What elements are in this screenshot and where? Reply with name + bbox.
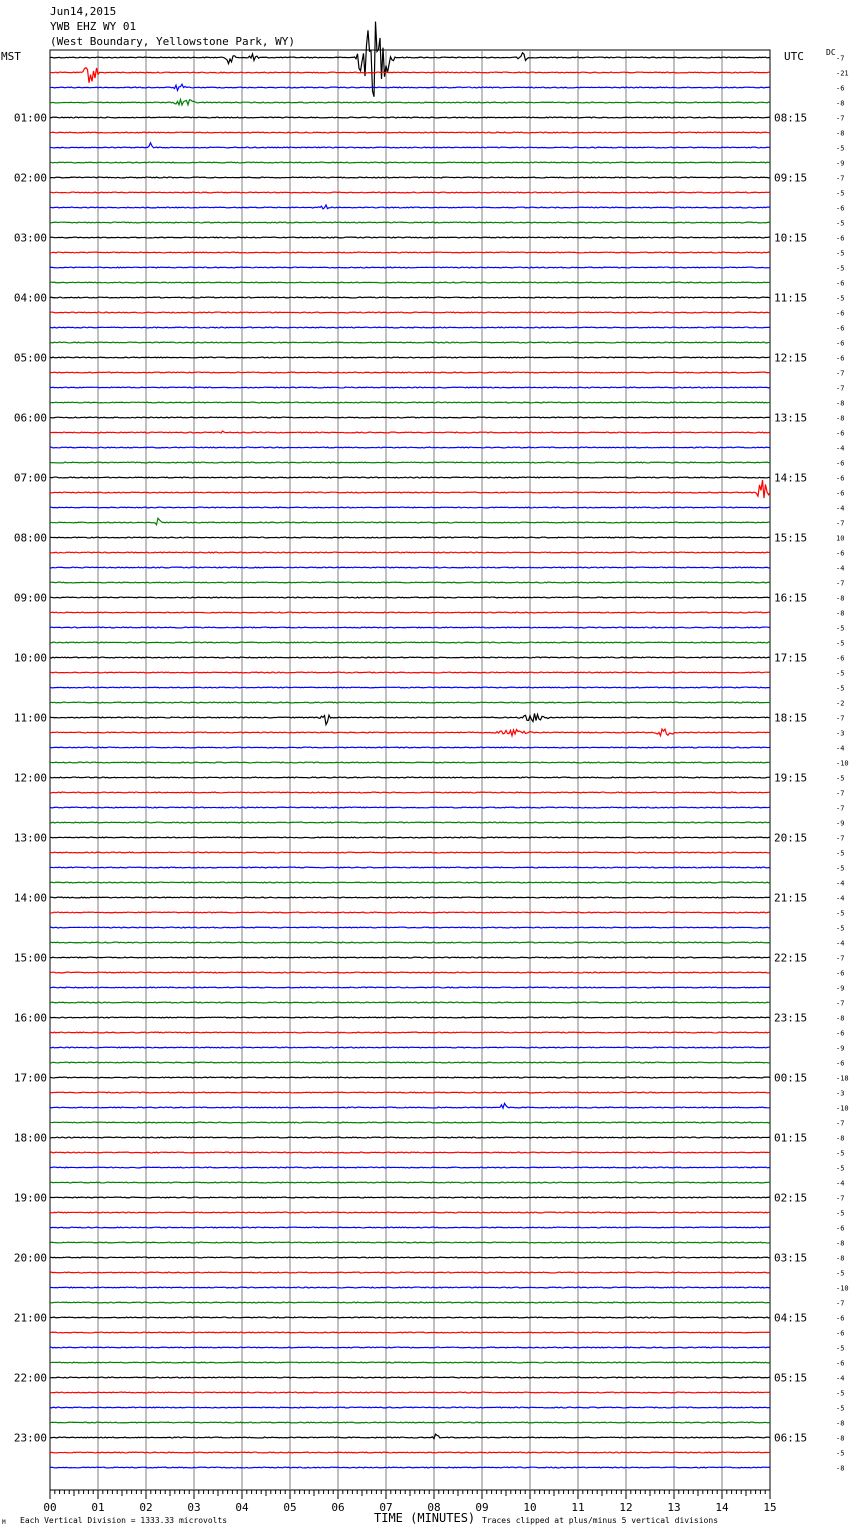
dc-offset-label: -7 bbox=[836, 999, 845, 1008]
dc-offset-label: -8 bbox=[836, 1254, 845, 1263]
dc-offset-label: -4 bbox=[836, 444, 845, 453]
trace-line bbox=[50, 177, 770, 178]
dc-offset-label: -5 bbox=[836, 1269, 845, 1278]
left-hour-label: 02:00 bbox=[13, 171, 47, 185]
left-hour-label: 21:00 bbox=[13, 1311, 47, 1325]
x-tick-label: 13 bbox=[667, 1501, 681, 1514]
dc-offset-label: -4 bbox=[836, 564, 845, 573]
trace-line bbox=[50, 1272, 770, 1273]
trace-line bbox=[50, 642, 770, 643]
right-hour-label: 19:15 bbox=[774, 771, 808, 785]
dc-offset-label: -6 bbox=[836, 489, 845, 498]
left-hour-label: 07:00 bbox=[13, 471, 47, 485]
dc-offset-label: -8 bbox=[836, 1434, 845, 1443]
dc-offset-label: -8 bbox=[836, 1239, 845, 1248]
right-hour-label: 04:15 bbox=[774, 1311, 808, 1325]
trace-line bbox=[50, 807, 770, 808]
trace-line bbox=[50, 237, 770, 238]
dc-offset-label: -5 bbox=[836, 144, 845, 153]
trace-line bbox=[50, 882, 770, 883]
trace-line bbox=[50, 1422, 770, 1423]
dc-offset-label: -6 bbox=[836, 234, 845, 243]
dc-offset-label: -5 bbox=[836, 684, 845, 693]
dc-offset-label: -4 bbox=[836, 894, 845, 903]
right-hour-label: 08:15 bbox=[774, 111, 808, 125]
left-hour-label: 11:00 bbox=[13, 711, 47, 725]
trace-line bbox=[50, 942, 770, 943]
right-hour-label: 21:15 bbox=[774, 891, 808, 905]
trace-line bbox=[50, 1092, 770, 1093]
dc-offset-label: -4 bbox=[836, 1179, 845, 1188]
trace-line bbox=[50, 462, 770, 463]
dc-offset-label: -18 bbox=[836, 1074, 849, 1083]
trace-line bbox=[50, 537, 770, 538]
x-tick-label: 02 bbox=[139, 1501, 153, 1514]
dc-offset-label: -6 bbox=[836, 1359, 845, 1368]
dc-offset-label: -5 bbox=[836, 1389, 845, 1398]
trace-line bbox=[50, 1377, 770, 1378]
dc-offset-label: -5 bbox=[836, 924, 845, 933]
trace-line bbox=[50, 987, 770, 988]
trace-line bbox=[50, 612, 770, 613]
x-tick-label: 03 bbox=[187, 1501, 201, 1514]
dc-offset-label: -8 bbox=[836, 1464, 845, 1473]
trace-line bbox=[50, 1167, 770, 1168]
trace-line bbox=[50, 1227, 770, 1228]
dc-offset-label: -6 bbox=[836, 459, 845, 468]
trace-line bbox=[50, 518, 770, 524]
left-hour-label: 15:00 bbox=[13, 951, 47, 965]
trace-line bbox=[50, 1317, 770, 1318]
trace-line bbox=[50, 68, 770, 83]
trace-line bbox=[50, 597, 770, 598]
trace-line bbox=[50, 507, 770, 508]
trace-line bbox=[50, 205, 770, 209]
trace-line bbox=[50, 1137, 770, 1138]
trace-line bbox=[50, 117, 770, 118]
right-hour-label: 00:15 bbox=[774, 1071, 808, 1085]
left-hour-label: 08:00 bbox=[13, 531, 47, 545]
trace-line bbox=[50, 552, 770, 553]
dc-offset-label: -5 bbox=[836, 639, 845, 648]
left-hour-label: 03:00 bbox=[13, 231, 47, 245]
left-hour-label: 20:00 bbox=[13, 1251, 47, 1265]
left-hour-label: 10:00 bbox=[13, 651, 47, 665]
trace-line bbox=[50, 1062, 770, 1063]
trace-line bbox=[50, 143, 770, 148]
dc-offset-label: -6 bbox=[836, 204, 845, 213]
trace-line bbox=[50, 837, 770, 838]
trace-line bbox=[50, 1392, 770, 1393]
dc-offset-label: -5 bbox=[836, 909, 845, 918]
trace-line bbox=[50, 372, 770, 373]
trace-line bbox=[50, 957, 770, 958]
trace-line bbox=[50, 657, 770, 658]
trace-line bbox=[50, 282, 770, 283]
dc-offset-label: -4 bbox=[836, 1374, 845, 1383]
trace-line bbox=[50, 927, 770, 928]
right-hour-label: 11:15 bbox=[774, 291, 808, 305]
x-tick-label: 10 bbox=[523, 1501, 537, 1514]
dc-offset-label: -4 bbox=[836, 744, 845, 753]
dc-offset-label: -6 bbox=[836, 549, 845, 558]
dc-offset-label: -8 bbox=[836, 609, 845, 618]
trace-line bbox=[50, 1242, 770, 1243]
dc-offset-label: 10 bbox=[836, 534, 845, 543]
trace-line bbox=[50, 582, 770, 583]
trace-line bbox=[50, 747, 770, 748]
trace-line bbox=[50, 729, 770, 736]
dc-offset-label: -9 bbox=[836, 159, 845, 168]
dc-offset-label: -6 bbox=[836, 1029, 845, 1038]
plot-frame bbox=[50, 50, 770, 1490]
left-hour-label: 19:00 bbox=[13, 1191, 47, 1205]
x-tick-label: 09 bbox=[475, 1501, 489, 1514]
right-hour-label: 23:15 bbox=[774, 1011, 808, 1025]
right-hour-label: 17:15 bbox=[774, 651, 808, 665]
right-hour-label: 13:15 bbox=[774, 411, 808, 425]
right-hour-label: 02:15 bbox=[774, 1191, 808, 1205]
dc-offset-label: -3 bbox=[836, 1089, 845, 1098]
dc-offset-label: -5 bbox=[836, 1164, 845, 1173]
dc-offset-label: -4 bbox=[836, 504, 845, 513]
trace-line bbox=[50, 912, 770, 913]
right-hour-label: 06:15 bbox=[774, 1431, 808, 1445]
right-hour-label: 01:15 bbox=[774, 1131, 808, 1145]
dc-offset-label: -7 bbox=[836, 384, 845, 393]
x-tick-label: 00 bbox=[43, 1501, 57, 1514]
left-hour-label: 16:00 bbox=[13, 1011, 47, 1025]
trace-line bbox=[50, 480, 770, 498]
trace-line bbox=[50, 1257, 770, 1258]
trace-line bbox=[50, 477, 770, 478]
trace-line bbox=[50, 687, 770, 688]
dc-offset-label: -5 bbox=[836, 294, 845, 303]
dc-offset-label: -7 bbox=[836, 174, 845, 183]
left-hour-label: 09:00 bbox=[13, 591, 47, 605]
trace-line bbox=[50, 792, 770, 793]
dc-offset-label: -7 bbox=[836, 519, 845, 528]
left-hour-label: 13:00 bbox=[13, 831, 47, 845]
x-tick-label: 05 bbox=[283, 1501, 297, 1514]
trace-line bbox=[50, 192, 770, 193]
dc-offset-label: -10 bbox=[836, 759, 849, 768]
trace-line bbox=[50, 972, 770, 973]
dc-offset-label: -8 bbox=[836, 414, 845, 423]
x-tick-label: 14 bbox=[715, 1501, 729, 1514]
trace-line bbox=[50, 777, 770, 778]
trace-line bbox=[50, 1347, 770, 1348]
x-tick-label: 15 bbox=[763, 1501, 777, 1514]
trace-line bbox=[50, 1047, 770, 1048]
dc-offset-label: -5 bbox=[836, 1344, 845, 1353]
x-axis-title: TIME (MINUTES) bbox=[374, 1511, 476, 1525]
right-hour-label: 09:15 bbox=[774, 171, 808, 185]
dc-offset-label: -7 bbox=[836, 714, 845, 723]
right-hour-label: 10:15 bbox=[774, 231, 808, 245]
x-tick-label: 01 bbox=[91, 1501, 105, 1514]
dc-offset-label: -9 bbox=[836, 819, 845, 828]
left-hour-label: 04:00 bbox=[13, 291, 47, 305]
right-hour-label: 03:15 bbox=[774, 1251, 808, 1265]
trace-line bbox=[50, 297, 770, 298]
trace-line bbox=[50, 822, 770, 823]
left-hour-label: 06:00 bbox=[13, 411, 47, 425]
trace-line bbox=[50, 1152, 770, 1153]
left-hour-label: 01:00 bbox=[13, 111, 47, 125]
trace-line bbox=[50, 1103, 770, 1108]
trace-line bbox=[50, 22, 770, 97]
trace-line bbox=[50, 1077, 770, 1078]
dc-offset-label: -6 bbox=[836, 354, 845, 363]
trace-line bbox=[50, 1452, 770, 1453]
left-hour-label: 18:00 bbox=[13, 1131, 47, 1145]
trace-line bbox=[50, 132, 770, 133]
dc-offset-label: -7 bbox=[836, 579, 845, 588]
dc-offset-label: -9 bbox=[836, 1044, 845, 1053]
x-tick-label: 08 bbox=[427, 1501, 441, 1514]
dc-offset-label: -8 bbox=[836, 99, 845, 108]
dc-offset-label: -6 bbox=[836, 1314, 845, 1323]
trace-line bbox=[50, 867, 770, 868]
dc-offset-label: -5 bbox=[836, 189, 845, 198]
clip-note: Traces clipped at plus/minus 5 vertical divisions bbox=[482, 1516, 719, 1525]
dc-offset-label: -5 bbox=[836, 669, 845, 678]
dc-offset-label: -5 bbox=[836, 219, 845, 228]
dc-offset-label: -5 bbox=[836, 864, 845, 873]
dc-offset-label: -8 bbox=[836, 594, 845, 603]
left-hour-label: 22:00 bbox=[13, 1371, 47, 1385]
right-hour-label: 12:15 bbox=[774, 351, 808, 365]
left-hour-label: 12:00 bbox=[13, 771, 47, 785]
dc-offset-label: -7 bbox=[836, 369, 845, 378]
right-hour-label: 14:15 bbox=[774, 471, 808, 485]
right-hour-label: 20:15 bbox=[774, 831, 808, 845]
dc-offset-label: -5 bbox=[836, 849, 845, 858]
dc-offset-label: -6 bbox=[836, 1224, 845, 1233]
left-hour-label: 23:00 bbox=[13, 1431, 47, 1445]
dc-offset-label: -5 bbox=[836, 1149, 845, 1158]
dc-offset-label: -5 bbox=[836, 264, 845, 273]
dc-offset-label: -4 bbox=[836, 939, 845, 948]
dc-offset-label: -5 bbox=[836, 1449, 845, 1458]
dc-offset-label: -9 bbox=[836, 984, 845, 993]
trace-line bbox=[50, 1002, 770, 1003]
dc-offset-label: -8 bbox=[836, 129, 845, 138]
trace-line bbox=[50, 357, 770, 358]
trace-line bbox=[50, 417, 770, 418]
scale-note: Each Vertical Division = 1333.33 microvolts bbox=[20, 1516, 228, 1525]
dc-offset-label: -2 bbox=[836, 699, 845, 708]
trace-line bbox=[50, 852, 770, 853]
x-tick-label: 11 bbox=[571, 1501, 585, 1514]
trace-line bbox=[50, 1362, 770, 1363]
right-hour-label: 18:15 bbox=[774, 711, 808, 725]
dc-offset-label: -8 bbox=[836, 399, 845, 408]
x-tick-label: 04 bbox=[235, 1501, 249, 1514]
left-hour-label: 05:00 bbox=[13, 351, 47, 365]
dc-offset-label: -6 bbox=[836, 1329, 845, 1338]
trace-line bbox=[50, 402, 770, 403]
dc-offset-label: -6 bbox=[836, 1059, 845, 1068]
dc-offset-label: -5 bbox=[836, 1404, 845, 1413]
dc-offset-label: -10 bbox=[836, 1104, 849, 1113]
dc-offset-label: -4 bbox=[836, 879, 845, 888]
dc-offset-label: -6 bbox=[836, 84, 845, 93]
dc-offset-label: -7 bbox=[836, 114, 845, 123]
trace-line bbox=[50, 762, 770, 763]
trace-line bbox=[50, 387, 770, 388]
left-zone-label: MST bbox=[1, 50, 21, 63]
dc-offset-label: -3 bbox=[836, 729, 845, 738]
right-hour-label: 05:15 bbox=[774, 1371, 808, 1385]
trace-line bbox=[50, 897, 770, 898]
dc-offset-label: -7 bbox=[836, 1194, 845, 1203]
trace-line bbox=[50, 162, 770, 163]
dc-offset-label: -5 bbox=[836, 249, 845, 258]
header-location: (West Boundary, Yellowstone Park, WY) bbox=[50, 35, 296, 48]
dc-offset-label: -5 bbox=[836, 624, 845, 633]
dc-offset-label: -7 bbox=[836, 834, 845, 843]
trace-line bbox=[50, 327, 770, 328]
trace-line bbox=[50, 312, 770, 313]
trace-line bbox=[50, 1332, 770, 1333]
dc-offset-label: -7 bbox=[836, 804, 845, 813]
dc-offset-label: -6 bbox=[836, 324, 845, 333]
trace-line bbox=[50, 1434, 770, 1439]
dc-offset-label: -6 bbox=[836, 279, 845, 288]
dc-offset-label: -21 bbox=[836, 69, 849, 78]
trace-line bbox=[50, 1122, 770, 1123]
header-station: YWB EHZ WY 01 bbox=[50, 20, 137, 33]
trace-line bbox=[50, 672, 770, 673]
trace-line bbox=[50, 84, 770, 90]
trace-line bbox=[50, 222, 770, 223]
dc-offset-label: -7 bbox=[836, 1299, 845, 1308]
dc-offset-label: -5 bbox=[836, 1209, 845, 1218]
trace-line bbox=[50, 1467, 770, 1468]
trace-line bbox=[50, 713, 770, 724]
dc-offset-label: -6 bbox=[836, 339, 845, 348]
trace-line bbox=[50, 1032, 770, 1033]
header-date: Jun14,2015 bbox=[50, 5, 117, 18]
dc-offset-label: -6 bbox=[836, 429, 845, 438]
trace-line bbox=[50, 1197, 770, 1198]
corner-mark: M bbox=[2, 1519, 6, 1526]
dc-offset-label: -8 bbox=[836, 1134, 845, 1143]
dc-offset-label: -6 bbox=[836, 309, 845, 318]
trace-line bbox=[50, 252, 770, 253]
trace-line bbox=[50, 627, 770, 628]
trace-line bbox=[50, 342, 770, 343]
right-zone-label: UTC bbox=[784, 50, 804, 63]
dc-offset-label: -6 bbox=[836, 969, 845, 978]
dc-offset-label: -7 bbox=[836, 954, 845, 963]
trace-line bbox=[50, 267, 770, 268]
left-hour-label: 17:00 bbox=[13, 1071, 47, 1085]
x-tick-label: 12 bbox=[619, 1501, 633, 1514]
right-hour-label: 15:15 bbox=[774, 531, 808, 545]
dc-offset-label: -8 bbox=[836, 1014, 845, 1023]
trace-line bbox=[50, 702, 770, 703]
trace-line bbox=[50, 431, 770, 433]
right-hour-label: 22:15 bbox=[774, 951, 808, 965]
right-hour-label: 16:15 bbox=[774, 591, 808, 605]
dc-offset-label: -7 bbox=[836, 1119, 845, 1128]
trace-line bbox=[50, 1287, 770, 1288]
dc-offset-label: -7 bbox=[836, 54, 845, 63]
trace-line bbox=[50, 447, 770, 448]
trace-line bbox=[50, 99, 770, 105]
dc-offset-label: -7 bbox=[836, 789, 845, 798]
x-tick-label: 06 bbox=[331, 1501, 345, 1514]
dc-offset-label: -5 bbox=[836, 774, 845, 783]
trace-line bbox=[50, 1407, 770, 1408]
dc-label: DC bbox=[826, 48, 836, 57]
x-tick-label: 07 bbox=[379, 1501, 393, 1514]
dc-offset-label: -8 bbox=[836, 1419, 845, 1428]
dc-offset-label: -6 bbox=[836, 474, 845, 483]
trace-line bbox=[50, 1017, 770, 1018]
trace-line bbox=[50, 567, 770, 568]
dc-offset-label: -6 bbox=[836, 654, 845, 663]
trace-line bbox=[50, 1182, 770, 1183]
trace-line bbox=[50, 1302, 770, 1303]
dc-offset-label: -10 bbox=[836, 1284, 849, 1293]
trace-line bbox=[50, 1212, 770, 1213]
left-hour-label: 14:00 bbox=[13, 891, 47, 905]
